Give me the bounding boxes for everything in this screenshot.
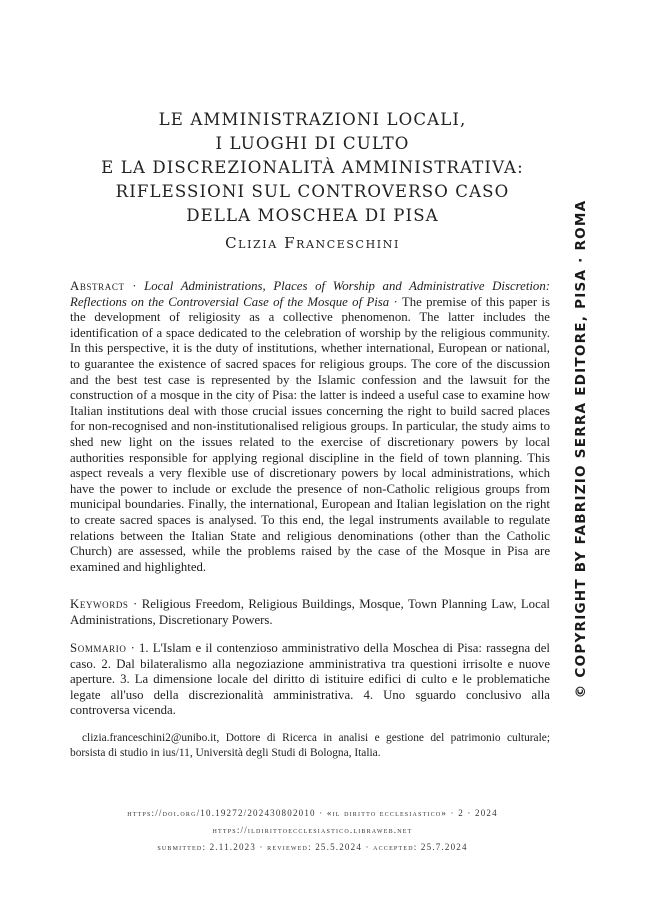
abstract-body: The premise of this paper is the development of religiosity as a collective phenomenon. The latter includes the identification of a space dedicated to the celebration of worship by the religious community. In this perspective, it is the duty of institutions, whether international, European or national, to guarantee the existence of sacred spaces for religious groups. The core of the discussion and the best test case is represented by the Islamic confession and the lawsuit for the construction of a mosque in the city of Pisa: the latter is indeed a useful case to examine how Italian institutions deal with those crucial issues concerning the right to build sacred places for non-recognised and non-institutionalised religious groups. In particular, the study aims to shed new light on the issues related to the exercise of discretionary powers by local authorities responsible for applying regional discipline in the field of town planning. This aspect reveals a very flexible use of discretionary powers by local administrations, which have the power to include or exclude the presence of non-Catholic religious groups from municipal boundaries. Finally, the international, European and Italian legislation on the right to create sacred spaces is analysed. To this end, the legal instruments available to regulate relations between the Italian State and religious denominations (other than the Catholic Church) are assessed, while the problems raised by the case of the Mosque in Pisa are examined and highlighted. xyxy=(70,294,550,574)
separator: · xyxy=(128,597,142,611)
author-affiliation-note: clizia.franceschini2@unibo.it, Dottore di Ricerca in analisi e gestione del patrimonio culturale; borsista di studio in ius/11, Università degli Studi di Bologna, Italia. xyxy=(70,732,550,759)
abstract-label: Abstract xyxy=(70,279,125,293)
title-line: I LUOGHI DI CULTO xyxy=(215,134,410,153)
author-name: Clizia Franceschini xyxy=(225,234,400,252)
keywords xyxy=(70,597,550,628)
copyright-text: © COPYRIGHT BY FABRIZIO SERRA EDITORE, PISA · ROMA xyxy=(572,199,589,699)
title-line: DELLA MOSCHEA DI PISA xyxy=(186,206,439,225)
title-line: LE AMMINISTRAZIONI LOCALI, xyxy=(158,110,467,129)
keywords-text: Religious Freedom, Religious Buildings, Mosque, Town Planning Law, Local Administrations, Discretionary Powers. xyxy=(70,597,550,627)
sommario-text: 1. L'Islam e il contenzioso amministrativo della Moschea di Pisa: rassegna del caso. 2. Dal bilateralismo alla negoziazione amministrativa tra questioni irrisolte e nuove aperture. 3. La dimensione locale del diritto di istituire edifici di culto e le problematiche legate all'uso della discrezionalità amministrativa. 4. Uno sguardo conclusivo alla controversa vicenda. xyxy=(70,641,550,718)
keywords-label: Keywords xyxy=(70,597,129,611)
article-title xyxy=(60,108,565,228)
footer-journal-url: https://ildirittoecclesiastico.libraweb.net xyxy=(212,825,413,835)
footer-doi-line: https://doi.org/10.19272/202430802010 · «il diritto ecclesiastico» · 2 · 2024 xyxy=(127,808,498,818)
abstract-english-title: Local Administrations, Places of Worship and Administrative Discretion: Reflections on the Controversial Case of the Mosque of Pisa xyxy=(70,279,550,309)
title-line: RIFLESSIONI SUL CONTROVERSO CASO xyxy=(115,182,510,201)
footer-dates: submitted: 2.11.2023 · reviewed: 25.5.2024 · accepted: 25.7.2024 xyxy=(157,842,468,852)
abstract xyxy=(70,279,550,575)
sommario-label: Sommario xyxy=(70,641,127,655)
separator: · xyxy=(389,294,402,309)
separator: · xyxy=(126,641,140,655)
separator: · xyxy=(124,279,145,293)
table-of-contents xyxy=(70,641,550,719)
title-line: E LA DISCREZIONALITÀ AMMINISTRATIVA: xyxy=(101,158,524,177)
copyright-notice xyxy=(565,199,596,699)
